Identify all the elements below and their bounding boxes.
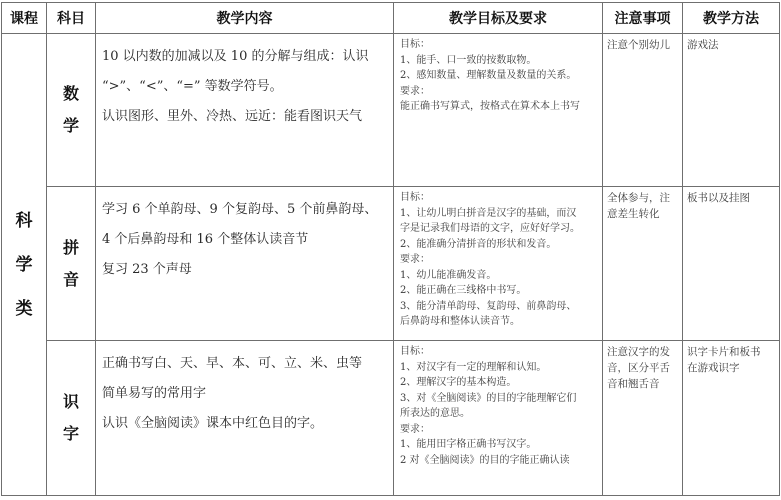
header-content: 教学内容 (96, 3, 394, 34)
goals-line: 字是记录我们母语的文字，应好好学习。 (400, 223, 580, 234)
goals-line: 要求： (400, 423, 430, 435)
goals-line: 目标： (400, 346, 430, 357)
goals-cell (394, 187, 603, 341)
goals-line: 3、对《全脑阅读》的目的字能理解它们 (400, 392, 577, 404)
subject-char: 音 (62, 269, 79, 289)
method-line: 板书以及挂图 (687, 192, 750, 204)
goals-line: 2、理解汉字的基本构造。 (400, 377, 517, 388)
goals-line: 2、能准确分清拼音的形状和发音。 (400, 238, 557, 250)
notes-cell (603, 187, 683, 341)
subject-char: 学 (62, 116, 79, 135)
notes-line: 意差生转化 (607, 208, 660, 220)
goals-line: 3、能分清单韵母、复韵母、前鼻韵母、 (400, 300, 577, 312)
method-line: 在游戏识字 (687, 362, 740, 374)
content-line: 认识《全脑阅读》课本中红色目的字。 (102, 416, 324, 431)
course-char: 科 (15, 210, 33, 231)
notes-cell (603, 341, 683, 496)
content-cell (96, 187, 394, 341)
goals-line: 1、对汉字有一定的理解和认知。 (400, 361, 547, 373)
goals-line: 2 对《全脑阅读》的目的字能正确认读 (400, 454, 570, 466)
content-line: 正确书写白、天、早、本、可、立、米、虫等 (102, 356, 363, 371)
goals-line: 1、能手、口一致的按数取物。 (400, 54, 537, 66)
table-row-pinyin (2, 187, 780, 341)
notes-line: 注意个别幼儿 (607, 39, 670, 51)
goals-line: 后鼻韵母和整体认读音节。 (400, 316, 520, 327)
content-line: 4 个后鼻韵母和 16 个整体认读音节 (102, 232, 309, 247)
header-notes: 注意事项 (603, 3, 683, 34)
subject-char: 字 (62, 424, 79, 443)
goals-line: 目标： (400, 192, 430, 203)
content-line: “>”、“<”、“=” 等数学符号。 (102, 79, 283, 94)
goals-line: 1、能用田字格正确书写汉字。 (400, 439, 537, 450)
subject-cell-literacy (47, 341, 96, 496)
subject-cell-math (47, 34, 96, 187)
goals-line: 能正确书写算式，按格式在算术本上书写 (400, 101, 580, 112)
content-cell (96, 341, 394, 496)
header-course: 课程 (2, 3, 47, 34)
course-char: 类 (15, 298, 33, 319)
method-line: 游戏法 (687, 39, 719, 51)
goals-cell (394, 34, 603, 187)
goals-line: 1、幼儿能准确发音。 (400, 269, 497, 281)
subject-char: 识 (62, 392, 79, 411)
goals-line: 1、让幼儿明白拼音是汉字的基础，而汉 (400, 207, 577, 219)
subject-char: 拼 (62, 237, 79, 257)
method-cell (683, 187, 780, 341)
goals-cell (394, 341, 603, 496)
notes-line: 音和翘舌音 (607, 378, 660, 390)
notes-line: 音，区分平舌 (607, 362, 670, 374)
goals-line: 要求： (400, 85, 430, 97)
goals-line: 目标： (400, 39, 430, 50)
header-subject: 科目 (47, 3, 96, 34)
table-row-math (2, 34, 780, 187)
teaching-plan-table (1, 2, 780, 496)
table-row-literacy (2, 341, 780, 496)
content-line: 认识图形、里外、冷热、远近：能看图识天气 (102, 109, 363, 124)
subject-cell-pinyin (47, 187, 96, 341)
notes-line: 全体参与，注 (607, 192, 670, 204)
content-line: 10 以内数的加减以及 10 的分解与组成：认识 (102, 49, 369, 64)
method-cell (683, 34, 780, 187)
content-line: 简单易写的常用字 (102, 386, 207, 401)
header-method: 教学方法 (683, 3, 780, 34)
notes-line: 注意汉字的发 (607, 346, 670, 358)
goals-line: 2、感知数量、理解数量及数量的关系。 (400, 70, 577, 81)
course-cell (2, 34, 47, 496)
header-goals: 教学目标及要求 (394, 3, 603, 34)
content-cell (96, 34, 394, 187)
notes-cell (603, 34, 683, 187)
method-cell (683, 341, 780, 496)
course-char: 学 (15, 254, 33, 275)
subject-char: 数 (62, 84, 79, 103)
goals-line: 要求： (400, 254, 430, 265)
content-line: 复习 23 个声母 (102, 262, 192, 277)
header-row (2, 3, 780, 34)
goals-line: 所表达的意思。 (400, 408, 470, 419)
method-line: 识字卡片和板书 (687, 346, 761, 358)
content-line: 学习 6 个单韵母、9 个复韵母、5 个前鼻韵母、 (102, 202, 378, 217)
goals-line: 2、能正确在三线格中书写。 (400, 285, 527, 296)
